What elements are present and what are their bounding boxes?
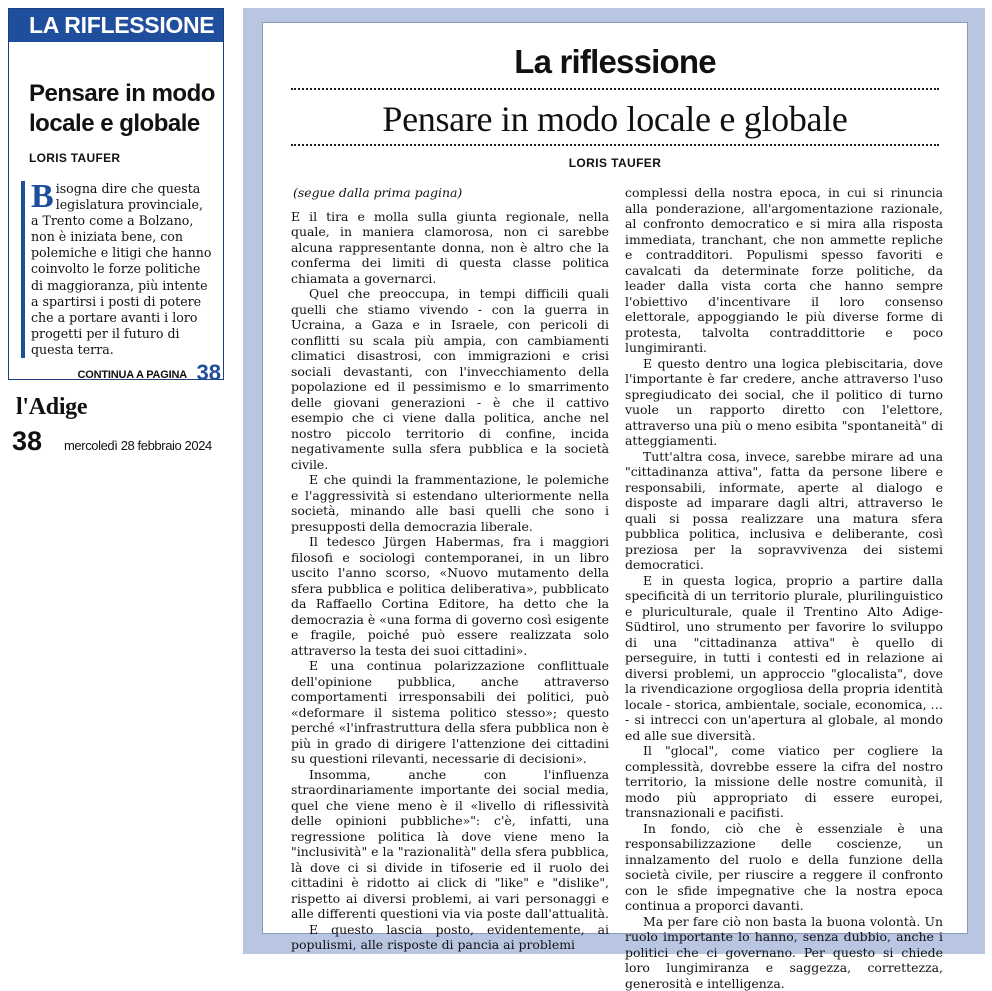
article (262, 22, 968, 934)
teaser-body (21, 181, 213, 358)
paragraph: E una continua polarizzazione conflittuale dell'opinione pubblica, anche attraverso comportamenti irresponsabili dei politici, può «deformare il sistema politico stesso»; questo perché «l'infrastruttura della sfera pubblica non è più in grado di dirigere l'attenzione dei cittadini su questioni rilevanti, necessarie di decisioni». (291, 658, 609, 767)
segue-note: (segue dalla prima pagina) (291, 185, 609, 201)
paragraph: Ma per fare ciò non basta la buona volontà. Un ruolo importante lo hanno, senza dubbio, anche i politici che ci governano. Per questo si chiede loro lungimiranza e saggezza, correttezza, generosità e intelligenza. (625, 914, 943, 991)
teaser-author: LORIS TAUFER (29, 151, 120, 165)
paragraph: E questo dentro una logica plebiscitaria, dove l'importante è far credere, anche attraverso l'uso spregiudicato dei social, che il politico di turno vuole un rapporto diretto con l'elettore, attraverso una più o meno esibita "spontaneità" di atteggiamenti. (625, 356, 943, 449)
article-column-2 (625, 185, 943, 991)
paragraph: E il tira e molla sulla giunta regionale, nella quale, in maniera clamorosa, non ci sarebbe alcuna rappresentante donna, non è altro che la conferma dei limiti di questa classe politica chiamata a governarci. (291, 209, 609, 287)
paragraph: complessi della nostra epoca, in cui si rinuncia alla ponderazione, all'argomentazione razionale, al confronto democratico e si mira alla risposta immediata, tranchant, che non ammette repliche e contradditori. Populismi spesso favoriti e cavalcati da determinate forze politiche, da leader dalla vista corta che hanno sempre l'obiettivo d'incentivare il loro consenso elettorale, appoggiando le più diverse forme di protesta, talvolta contraddittorie e poco lungimiranti. (625, 185, 943, 356)
paragraph: E questo lascia posto, evidentemente, ai populismi, alle risposte di pancia ai problemi (291, 922, 609, 953)
teaser-kicker: LA RIFLESSIONE (9, 9, 223, 42)
paragraph: E in questa logica, proprio a partire dalla specificità di un territorio plurale, plurilinguistico e pluriculturale, quale il Trentino Alto Adige-Südtirol, uno strumento per favorire lo sviluppo di una "cittadinanza attiva" è quello di perseguire, in tutti i contesti ed in relazione ai diversi problemi, un approccio "glocalista", dove la rivendicazione orgogliosa della propria identità locale - storica, ambientale, sociale, economica, … - si intrecci con un'apertura al globale, al mondo ed alle sue diversità. (625, 573, 943, 744)
paragraph: E che quindi la frammentazione, le polemiche e l'aggressività si estendano ulteriormente nella società, minando alle basi quelli che sono i presupposti della democrazia liberale. (291, 472, 609, 534)
paragraph: In fondo, ciò che è essenziale è una responsabilizzazione delle coscienze, un innalzamento del ruolo e della funzione della società civile, per riuscire a reggere il confronto con le sfide impegnative che la nostra epoca continua a proporci davanti. (625, 821, 943, 914)
page-date: mercoledì 28 febbraio 2024 (64, 438, 212, 453)
teaser-box (8, 8, 224, 380)
article-title: Pensare in modo locale e globale (263, 98, 967, 140)
teaser-continue-page[interactable]: 38 (197, 360, 221, 386)
article-kicker: La riflessione (263, 43, 967, 81)
paragraph: Il "glocal", come viatico per cogliere la complessità, dovrebbe essere la cifra del nostro territorio, la missione delle nostre comunità, il modo più appropriato di essere europei, transnazionali e pacifisti. (625, 743, 943, 821)
newspaper-name: l'Adige (16, 394, 87, 421)
teaser-continue-label[interactable]: CONTINUA A PAGINA (78, 369, 187, 381)
paragraph: Tutt'altra cosa, invece, sarebbe mirare ad una "cittadinanza attiva", fatta da persone libere e responsabili, informate, aperte al dialogo e disposte ad imparare dagli altri, attraverso le quali si possa realizzare una matura sfera pubblica politica, inclusiva e deliberante, così preziosa per la sopravvivenza dei sistemi democratici. (625, 449, 943, 573)
paragraph: Quel che preoccupa, in tempi difficili quali quelli che stiamo vivendo - con la guerra in Ucraina, a Gaza e in Israele, con pericoli di conflitti su scala più ampia, con cambiamenti climatici disastrosi, con immigrazioni e crisi sociali devastanti, con l'invecchiamento della popolazione ed il pessimismo e lo smarrimento delle giovani generazioni - è che il cattivo esempio che ci viene dalla politica, anche nel nostro piccolo territorio di confine, incida negativamente sulla sfera pubblica e la società civile. (291, 286, 609, 472)
paragraph: Il tedesco Jürgen Habermas, fra i maggiori filosofi e sociologi contemporanei, in un libro uscito l'anno scorso, «Nuovo mutamento della sfera pubblica e politica deliberativa», pubblicato da Raffaello Cortina Editore, ha detto che la democrazia è «una forma di governo così esigente e fragile, poiché può essere realizzata solo attraverso la testa dei suoi cittadini». (291, 534, 609, 658)
teaser-title: Pensare in modo locale e globale (29, 79, 219, 139)
title-divider (291, 144, 939, 146)
article-column-1 (291, 185, 609, 953)
page-number: 38 (12, 426, 42, 457)
paragraph: Insomma, anche con l'influenza straordinariamente importante dei social media, quel che viene meno è il «livello di riflessività delle opinioni pubbliche»": c'è, infatti, una regressione politica là dove viene meno la "inclusività" e la "razionalità" della sfera pubblica, là dove ci si divide in tifoserie ed il ruolo dei cittadini è ridotto ai click di "like" e "dislike", rispetto ai diversi problemi, ai vari personaggi e alle differenti questioni via via poste dall'attualità. (291, 767, 609, 922)
teaser-body-text: isogna dire che questa legislatura provinciale, a Trento come a Bolzano, non è iniziata bene, con polemiche e litigi che hanno coinvolto le forze politiche di maggioranza, più intente a spartirsi i posti di potere che a portare avanti i loro progetti per il futuro di questa terra. (31, 181, 211, 357)
teaser-dropcap: B (31, 183, 54, 211)
article-author: LORIS TAUFER (263, 156, 967, 170)
kicker-divider (291, 88, 939, 90)
